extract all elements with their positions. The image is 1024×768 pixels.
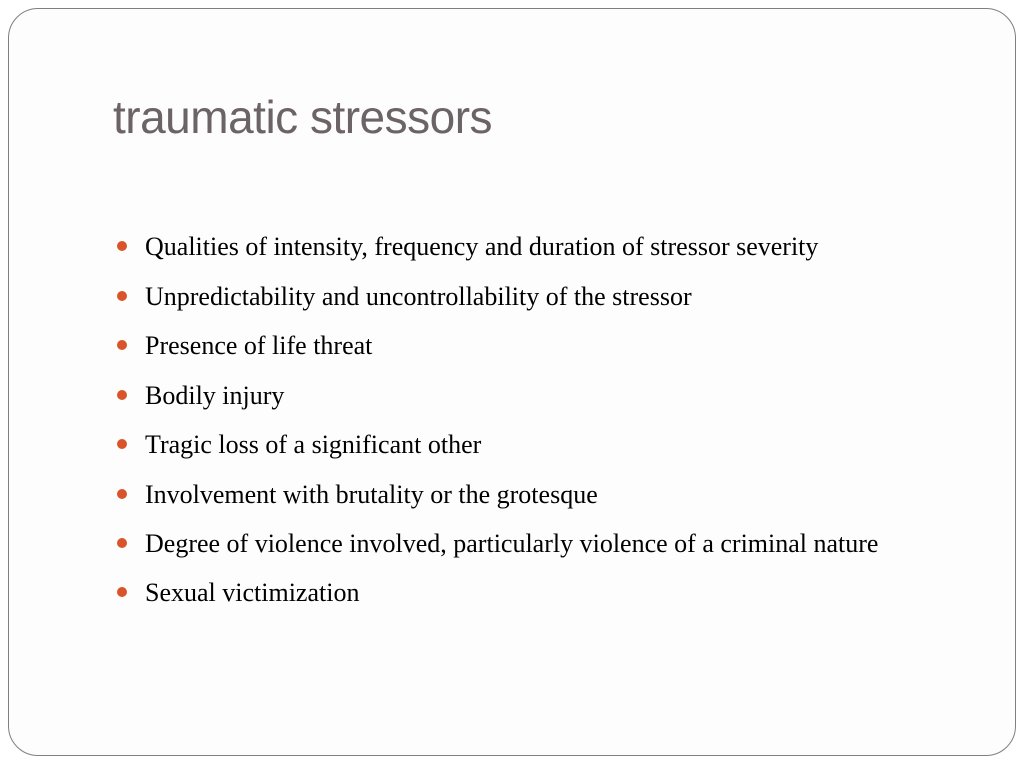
list-item bbox=[113, 523, 953, 564]
bullet-list bbox=[113, 226, 953, 622]
bullet-dot-icon bbox=[117, 340, 127, 350]
list-item bbox=[113, 424, 953, 465]
bullet-dot-icon bbox=[117, 587, 127, 597]
bullet-dot-icon bbox=[117, 241, 127, 251]
bullet-text: Involvement with brutality or the grotesque bbox=[145, 479, 598, 509]
bullet-dot-icon bbox=[117, 489, 127, 499]
slide-frame bbox=[8, 8, 1016, 756]
list-item bbox=[113, 276, 953, 317]
list-item bbox=[113, 474, 953, 515]
slide-title: traumatic stressors bbox=[113, 91, 493, 143]
bullet-text: Tragic loss of a significant other bbox=[145, 430, 482, 459]
bullet-dot-icon bbox=[117, 439, 127, 449]
list-item bbox=[113, 375, 953, 416]
bullet-text: Sexual victimization bbox=[145, 578, 360, 607]
list-item bbox=[113, 572, 953, 613]
bullet-dot-icon bbox=[117, 390, 127, 400]
bullet-text: Unpredictability and uncontrollability of the stressor bbox=[145, 281, 692, 311]
list-item bbox=[113, 325, 953, 366]
list-item bbox=[113, 226, 953, 267]
bullet-text: Qualities of intensity, frequency and duration of stressor severity bbox=[145, 232, 819, 261]
bullet-dot-icon bbox=[117, 538, 127, 548]
bullet-text: Presence of life threat bbox=[145, 331, 373, 360]
bullet-dot-icon bbox=[117, 291, 127, 301]
bullet-text: Degree of violence involved, particularly violence of a criminal nature bbox=[145, 529, 879, 558]
bullet-text: Bodily injury bbox=[145, 380, 285, 410]
